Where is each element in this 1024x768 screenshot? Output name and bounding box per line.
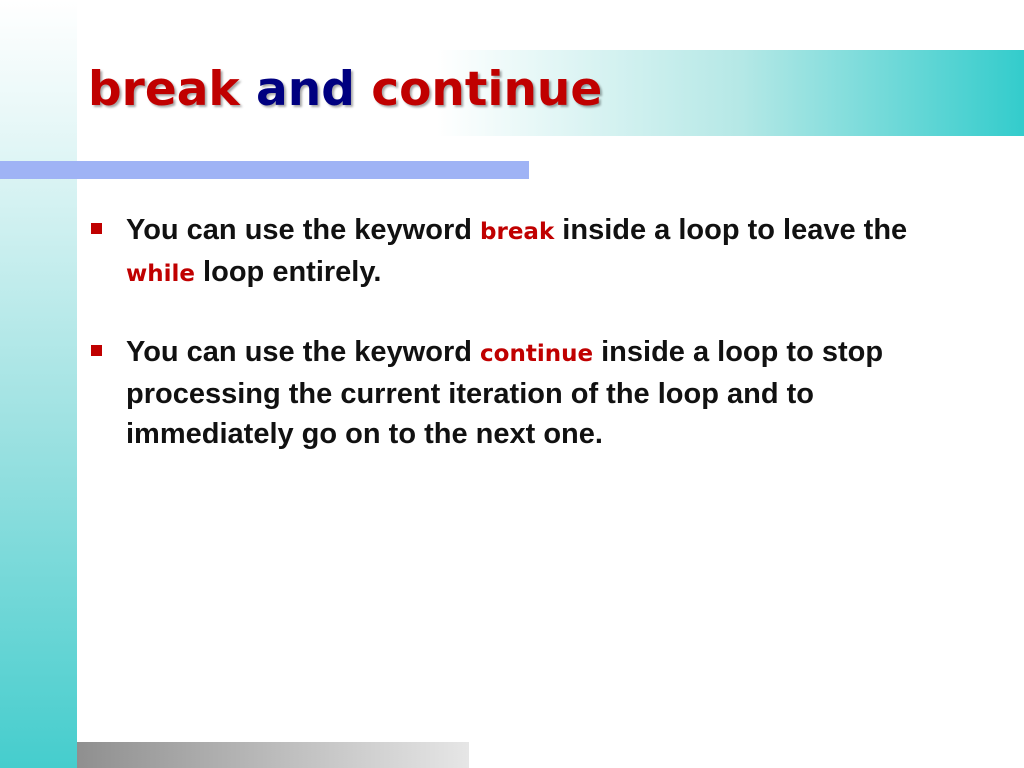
bullet-text: loop entirely. (195, 256, 382, 288)
code-keyword-break: break (480, 219, 555, 245)
bullet-text: inside a loop to stop processing the current iteration of the loop and to immediately go on to the next one. (126, 336, 884, 450)
bullet-text: You can use the keyword (126, 214, 481, 246)
bullet-text: inside a loop to leave the (554, 214, 908, 246)
code-keyword-continue: continue (480, 341, 594, 367)
square-bullet-icon (91, 223, 102, 234)
slide-title (88, 58, 602, 122)
left-gradient-bar (0, 0, 77, 768)
title-keyword-break: break (88, 62, 240, 117)
code-keyword-while: while (126, 261, 195, 287)
title-underline-bar (0, 161, 529, 179)
bullet-list (88, 210, 968, 492)
title-keyword-continue: continue (371, 62, 603, 117)
title-conjunction: and (256, 62, 355, 117)
bullet-item-break (88, 210, 968, 294)
square-bullet-icon (91, 345, 102, 356)
footer-gradient-bar (77, 742, 469, 768)
bullet-text: You can use the keyword (126, 336, 481, 368)
bullet-item-continue (88, 332, 968, 454)
